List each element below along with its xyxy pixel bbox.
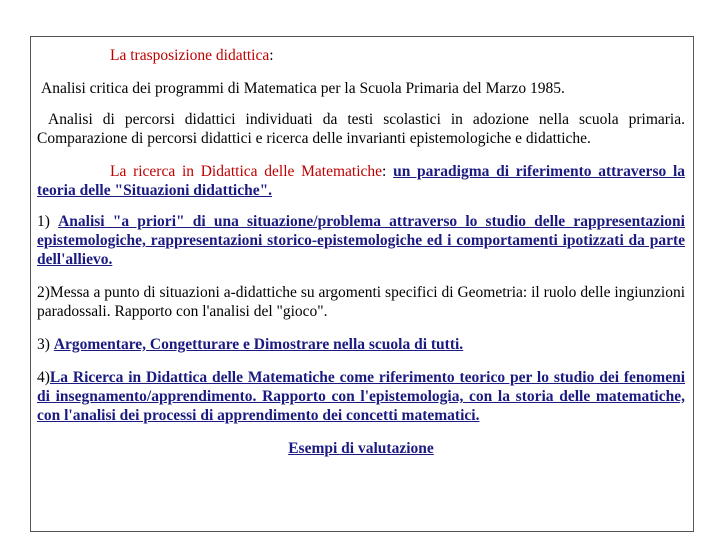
paragraph-ricerca <box>37 162 685 200</box>
title-label: La trasposizione didattica <box>110 47 270 64</box>
ricerca-separator: : <box>382 163 394 180</box>
slide-content <box>37 46 685 458</box>
link-analisi-a-priori[interactable]: Analisi "a priori" di una situazione/problema attraverso lo studio delle rappresentazioni epistemologiche, rappresentazioni storico-epistemologiche ed i comportamenti ipotizzati da parte dell'allievo. <box>37 213 685 268</box>
link-ricerca-didattica[interactable]: La Ricerca in Didattica delle Matematiche come riferimento teorico per lo studio dei fenomeni di insegnamento/apprendimento. Rapporto con l'epistemologia, con la storia delle matematiche, con l'analisi dei processi di apprendimento dei concetti matematici. <box>37 369 685 424</box>
paragraph-programmi: Analisi critica dei programmi di Matematica per la Scuola Primaria del Marzo 1985. <box>41 80 565 97</box>
list-item-1 <box>37 212 685 269</box>
link-argomentare[interactable]: Argomentare, Congetturare e Dimostrare nella scuola di tutti. <box>53 336 464 353</box>
list-item-2 <box>37 283 685 321</box>
item-number: 1) <box>37 213 59 230</box>
item-number: 2) <box>37 284 50 301</box>
list-item-4 <box>37 368 685 425</box>
paragraph-percorsi: Analisi di percorsi didattici individuati da testi scolastici in adozione nella scuola primaria. Comparazione di percorsi didattici e ricerca delle invarianti epistemologiche e didattiche. <box>37 111 685 147</box>
footer <box>37 439 685 458</box>
title-colon: : <box>269 47 274 64</box>
item-number: 4) <box>37 369 50 386</box>
link-paradigma[interactable]: un paradigma di riferimento attraverso la teoria delle "Situazioni didattiche". <box>37 163 686 199</box>
item-number: 3) <box>37 336 54 353</box>
link-esempi-valutazione[interactable]: Esempi di valutazione <box>288 440 434 457</box>
section-title <box>110 46 685 65</box>
ricerca-label: La ricerca in Didattica delle Matematiche <box>110 163 383 180</box>
item-text: Messa a punto di situazioni a-didattiche su argomenti specifici di Geometria: il ruolo delle ingiunzioni paradossali. Rapporto con l'analisi del "gioco". <box>37 284 685 320</box>
list-item-3 <box>37 335 685 354</box>
